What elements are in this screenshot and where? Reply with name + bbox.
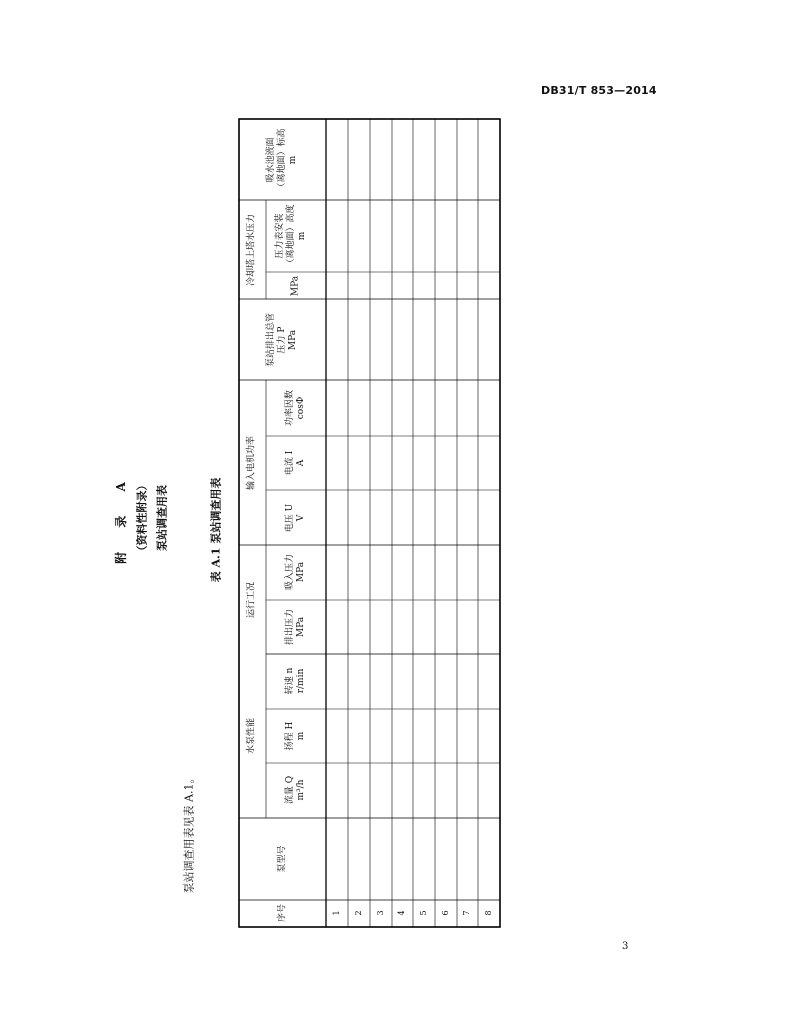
header-group-pump-performance: 水泵性能	[246, 717, 257, 755]
row-number: 1	[332, 910, 342, 916]
page-number: 3	[622, 941, 629, 952]
header-suction-pressure: 吸入压力 MPa	[285, 553, 306, 591]
header-voltage: 电压 U V	[285, 503, 306, 533]
appendix-subtitle: （资料性附录）	[135, 479, 149, 557]
header-power-factor: 功率因数 cosΦ	[285, 389, 306, 427]
row-number: 8	[484, 910, 494, 916]
header-suction-level: 吸水池液面 （离地面）标高 m	[265, 128, 298, 192]
table-caption: 表 A.1 泵站调查用表	[209, 477, 223, 583]
header-gauge-height: 压力表安装 （离地面）高度 m	[274, 204, 307, 268]
header-tower-mpa: MPa	[290, 275, 301, 297]
row-number: 4	[397, 910, 407, 916]
header-flow: 流量 Q m³/h	[285, 775, 306, 805]
header-group-cooling-tower: 冷却塔上塔水压力	[246, 213, 257, 287]
row-number: 5	[419, 910, 429, 916]
row-number: 6	[441, 910, 451, 916]
row-number: 7	[462, 910, 472, 916]
header-head: 扬程 H m	[285, 721, 306, 751]
header-speed: 转速 n r/min	[285, 667, 306, 695]
header-current: 电流 I A	[285, 450, 306, 476]
intro-text: 泵站调查用表见表 A.1。	[182, 772, 196, 894]
header-pump-model: 泵型号	[277, 845, 288, 873]
header-serial: 序号	[277, 903, 288, 923]
header-group-operation: 运行工况	[246, 581, 257, 619]
document-code: DB31/T 853—2014	[541, 84, 657, 97]
header-group-motor-power: 输入电机功率	[246, 435, 257, 491]
row-number: 2	[354, 910, 364, 916]
appendix-title: 附 录 A	[113, 472, 128, 564]
row-number: 3	[376, 910, 386, 916]
header-total-discharge-pressure: 泵站排出总管 压力 P MPa	[265, 312, 298, 368]
appendix-name: 泵站调查用表	[155, 485, 169, 551]
header-discharge-pressure: 排出压力 MPa	[285, 608, 306, 646]
